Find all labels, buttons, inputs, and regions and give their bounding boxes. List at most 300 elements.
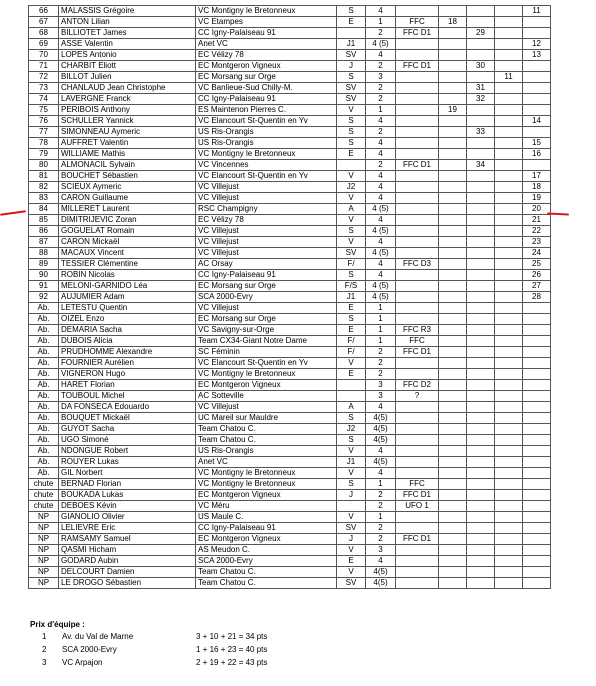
place-points-cell — [523, 160, 551, 171]
rank-cell: Ab. — [29, 413, 59, 424]
division-cell: FFC D2 — [396, 380, 439, 391]
points-col1-cell — [439, 248, 467, 259]
division-cell: UFO 1 — [396, 501, 439, 512]
place-points-cell: 26 — [523, 270, 551, 281]
place-points-cell — [523, 61, 551, 72]
division-cell: ? — [396, 391, 439, 402]
points-col2-cell — [467, 336, 495, 347]
points-col3-cell — [495, 512, 523, 523]
name-cell: AUJUMIER Adam — [59, 292, 196, 303]
points-col2-cell — [467, 413, 495, 424]
place-points-cell — [523, 512, 551, 523]
place-points-cell — [523, 578, 551, 589]
name-cell: SIMONNEAU Aymeric — [59, 127, 196, 138]
place-points-cell — [523, 369, 551, 380]
place-points-cell — [523, 303, 551, 314]
points-col1-cell — [439, 237, 467, 248]
name-cell: GODARD Aubin — [59, 556, 196, 567]
category-cell: S — [337, 435, 366, 446]
points-col1-cell — [439, 160, 467, 171]
name-cell: ANTON Lilian — [59, 17, 196, 28]
club-cell: VC Villejust — [196, 182, 337, 193]
points-col2-cell — [467, 369, 495, 380]
points-col1-cell — [439, 446, 467, 457]
points-col2-cell — [467, 50, 495, 61]
points-col1-cell — [439, 369, 467, 380]
club-cell: Team Chatou C. — [196, 567, 337, 578]
club-cell: VC Montigny le Bretonneux — [196, 6, 337, 17]
club-cell: Team Chatou C. — [196, 578, 337, 589]
club-cell: US Ris-Orangis — [196, 138, 337, 149]
points-col1-cell — [439, 556, 467, 567]
category-cell: S — [337, 226, 366, 237]
points-col1-cell — [439, 204, 467, 215]
name-cell: MALASSIS Grégoire — [59, 6, 196, 17]
team-points: 2 + 19 + 22 = 43 pts — [196, 658, 268, 667]
category-cell: S — [337, 270, 366, 281]
points-col1-cell — [439, 116, 467, 127]
division-cell — [396, 435, 439, 446]
points-col3-cell — [495, 424, 523, 435]
place-points-cell — [523, 28, 551, 39]
division-cell — [396, 457, 439, 468]
points-col1-cell — [439, 171, 467, 182]
points-col2-cell — [467, 215, 495, 226]
laps-cell: 4(5) — [366, 413, 396, 424]
points-col1-cell — [439, 457, 467, 468]
place-points-cell: 15 — [523, 138, 551, 149]
team-place: 3 — [42, 658, 47, 667]
table-row — [29, 215, 551, 226]
table-row — [29, 457, 551, 468]
club-cell: VC Montigny le Bretonneux — [196, 479, 337, 490]
table-row — [29, 50, 551, 61]
name-cell: BOUQUET Mickaël — [59, 413, 196, 424]
laps-cell: 2 — [366, 347, 396, 358]
club-cell: UC Mareil sur Mauldre — [196, 413, 337, 424]
points-col2-cell — [467, 468, 495, 479]
category-cell: S — [337, 6, 366, 17]
club-cell: Team CX34-Giant Notre Dame — [196, 336, 337, 347]
club-cell: US Ris-Orangis — [196, 446, 337, 457]
category-cell: V — [337, 171, 366, 182]
division-cell — [396, 182, 439, 193]
name-cell: DA FONSECA Edouardo — [59, 402, 196, 413]
name-cell: NDONGUE Robert — [59, 446, 196, 457]
points-col3-cell — [495, 501, 523, 512]
points-col2-cell — [467, 237, 495, 248]
division-cell — [396, 424, 439, 435]
category-cell — [337, 501, 366, 512]
place-points-cell — [523, 457, 551, 468]
points-col2-cell — [467, 347, 495, 358]
place-points-cell — [523, 556, 551, 567]
points-col3-cell — [495, 270, 523, 281]
table-row — [29, 479, 551, 490]
category-cell: S — [337, 413, 366, 424]
place-points-cell: 25 — [523, 259, 551, 270]
annotation-mark-left — [0, 210, 26, 216]
club-cell: VC Vincennes — [196, 160, 337, 171]
points-col3-cell — [495, 171, 523, 182]
points-col2-cell — [467, 556, 495, 567]
table-row — [29, 468, 551, 479]
laps-cell: 4 — [366, 215, 396, 226]
points-col3-cell — [495, 413, 523, 424]
laps-cell: 4 (5) — [366, 226, 396, 237]
place-points-cell — [523, 534, 551, 545]
place-points-cell: 11 — [523, 6, 551, 17]
laps-cell: 2 — [366, 358, 396, 369]
rank-cell: 71 — [29, 61, 59, 72]
laps-cell: 1 — [366, 314, 396, 325]
points-col3-cell — [495, 468, 523, 479]
points-col3-cell — [495, 226, 523, 237]
laps-cell: 2 — [366, 28, 396, 39]
name-cell: BOUKADA Lukas — [59, 490, 196, 501]
name-cell: RAMSAMY Samuel — [59, 534, 196, 545]
place-points-cell: 13 — [523, 50, 551, 61]
category-cell: V — [337, 567, 366, 578]
category-cell: J1 — [337, 39, 366, 50]
laps-cell: 4 — [366, 259, 396, 270]
rank-cell: 67 — [29, 17, 59, 28]
division-cell: FFC D3 — [396, 259, 439, 270]
points-col3-cell — [495, 6, 523, 17]
category-cell: S — [337, 314, 366, 325]
table-row — [29, 105, 551, 116]
points-col2-cell: 31 — [467, 83, 495, 94]
points-col2-cell — [467, 490, 495, 501]
points-col3-cell — [495, 446, 523, 457]
place-points-cell — [523, 358, 551, 369]
points-col3-cell — [495, 39, 523, 50]
division-cell — [396, 512, 439, 523]
name-cell: LE DROGO Sébastien — [59, 578, 196, 589]
laps-cell: 4 (5) — [366, 204, 396, 215]
table-row — [29, 149, 551, 160]
rank-cell: 76 — [29, 116, 59, 127]
team-points: 3 + 10 + 21 = 34 pts — [196, 632, 268, 641]
club-cell: VC Méru — [196, 501, 337, 512]
club-cell: CC Igny-Palaiseau 91 — [196, 270, 337, 281]
points-col3-cell — [495, 50, 523, 61]
points-col3-cell — [495, 336, 523, 347]
category-cell — [337, 380, 366, 391]
rank-cell: chute — [29, 490, 59, 501]
club-cell: VC Etampes — [196, 17, 337, 28]
laps-cell: 3 — [366, 72, 396, 83]
rank-cell: 66 — [29, 6, 59, 17]
category-cell: V — [337, 237, 366, 248]
rank-cell: NP — [29, 545, 59, 556]
table-row — [29, 314, 551, 325]
table-row — [29, 545, 551, 556]
points-col2-cell — [467, 6, 495, 17]
points-col1-cell — [439, 314, 467, 325]
points-col1-cell — [439, 545, 467, 556]
rank-cell: 75 — [29, 105, 59, 116]
points-col1-cell — [439, 523, 467, 534]
points-col3-cell — [495, 248, 523, 259]
category-cell: SV — [337, 83, 366, 94]
club-cell: CC Igny-Palaiseau 91 — [196, 28, 337, 39]
name-cell: FOURNIER Aurélien — [59, 358, 196, 369]
club-cell: Team Chatou C. — [196, 435, 337, 446]
rank-cell: Ab. — [29, 435, 59, 446]
place-points-cell: 22 — [523, 226, 551, 237]
division-cell — [396, 237, 439, 248]
category-cell: J2 — [337, 182, 366, 193]
points-col2-cell — [467, 358, 495, 369]
team-prize-title: Prix d'équipe : — [30, 620, 85, 629]
points-col2-cell — [467, 171, 495, 182]
points-col3-cell — [495, 347, 523, 358]
table-row — [29, 248, 551, 259]
points-col2-cell: 33 — [467, 127, 495, 138]
team-place: 2 — [42, 645, 47, 654]
rank-cell: Ab. — [29, 446, 59, 457]
points-col3-cell — [495, 556, 523, 567]
points-col1-cell — [439, 281, 467, 292]
club-cell: VC Montigny le Bretonneux — [196, 369, 337, 380]
category-cell: S — [337, 72, 366, 83]
division-cell: FFC D1 — [396, 160, 439, 171]
points-col1-cell — [439, 336, 467, 347]
division-cell — [396, 303, 439, 314]
laps-cell: 4(5) — [366, 567, 396, 578]
club-cell: VC Elancourt St-Quentin en Yv — [196, 171, 337, 182]
name-cell: CARON Guillaume — [59, 193, 196, 204]
name-cell: LAVERGNE Franck — [59, 94, 196, 105]
division-cell: FFC D1 — [396, 534, 439, 545]
points-col1-cell — [439, 347, 467, 358]
table-row — [29, 523, 551, 534]
table-row — [29, 380, 551, 391]
team-prize-row — [42, 632, 302, 644]
division-cell — [396, 6, 439, 17]
points-col1-cell — [439, 226, 467, 237]
points-col2-cell — [467, 457, 495, 468]
points-col3-cell — [495, 83, 523, 94]
laps-cell: 2 — [366, 501, 396, 512]
table-row — [29, 446, 551, 457]
name-cell: ROUYER Lukas — [59, 457, 196, 468]
table-row — [29, 391, 551, 402]
points-col3-cell — [495, 237, 523, 248]
rank-cell: 86 — [29, 226, 59, 237]
points-col1-cell — [439, 270, 467, 281]
table-row — [29, 556, 551, 567]
club-cell: ES Maintenon Pierres C. — [196, 105, 337, 116]
category-cell: V — [337, 105, 366, 116]
category-cell: A — [337, 402, 366, 413]
points-col3-cell — [495, 358, 523, 369]
place-points-cell — [523, 105, 551, 116]
division-cell — [396, 545, 439, 556]
category-cell: V — [337, 446, 366, 457]
table-row — [29, 402, 551, 413]
category-cell: SV — [337, 578, 366, 589]
place-points-cell — [523, 545, 551, 556]
laps-cell: 4 (5) — [366, 39, 396, 50]
club-cell: VC Villejust — [196, 248, 337, 259]
name-cell: CHARBIT Eliott — [59, 61, 196, 72]
name-cell: WILLIAME Mathis — [59, 149, 196, 160]
division-cell — [396, 127, 439, 138]
division-cell — [396, 314, 439, 325]
name-cell: MELONI-GARNIDO Léa — [59, 281, 196, 292]
points-col3-cell: 11 — [495, 72, 523, 83]
category-cell: S — [337, 479, 366, 490]
category-cell — [337, 391, 366, 402]
points-col2-cell — [467, 270, 495, 281]
points-col2-cell: 29 — [467, 28, 495, 39]
club-cell: VC Villejust — [196, 226, 337, 237]
rank-cell: Ab. — [29, 336, 59, 347]
place-points-cell — [523, 501, 551, 512]
place-points-cell: 18 — [523, 182, 551, 193]
division-cell — [396, 149, 439, 160]
points-col2-cell: 34 — [467, 160, 495, 171]
points-col3-cell — [495, 292, 523, 303]
place-points-cell — [523, 347, 551, 358]
club-cell: EC Vélizy 78 — [196, 50, 337, 61]
place-points-cell — [523, 83, 551, 94]
place-points-cell — [523, 435, 551, 446]
points-col2-cell — [467, 479, 495, 490]
points-col3-cell — [495, 127, 523, 138]
table-row — [29, 512, 551, 523]
laps-cell: 4 (5) — [366, 281, 396, 292]
table-row — [29, 358, 551, 369]
club-cell: EC Morsang sur Orge — [196, 314, 337, 325]
rank-cell: NP — [29, 556, 59, 567]
points-col3-cell — [495, 578, 523, 589]
points-col1-cell — [439, 358, 467, 369]
points-col2-cell — [467, 391, 495, 402]
laps-cell: 4(5) — [366, 435, 396, 446]
rank-cell: Ab. — [29, 303, 59, 314]
points-col2-cell — [467, 149, 495, 160]
points-col1-cell — [439, 534, 467, 545]
division-cell — [396, 83, 439, 94]
points-col2-cell — [467, 226, 495, 237]
points-col1-cell — [439, 578, 467, 589]
table-row — [29, 424, 551, 435]
laps-cell: 4 — [366, 116, 396, 127]
laps-cell: 4 — [366, 270, 396, 281]
club-cell: Anet VC — [196, 457, 337, 468]
club-cell: Team Chatou C. — [196, 424, 337, 435]
points-col3-cell — [495, 138, 523, 149]
category-cell — [337, 28, 366, 39]
points-col3-cell — [495, 259, 523, 270]
club-cell: SC Féminin — [196, 347, 337, 358]
category-cell: J — [337, 61, 366, 72]
category-cell: E — [337, 369, 366, 380]
points-col1-cell — [439, 61, 467, 72]
place-points-cell — [523, 402, 551, 413]
team-prize-row — [42, 658, 302, 670]
division-cell — [396, 72, 439, 83]
category-cell: S — [337, 116, 366, 127]
laps-cell: 4 (5) — [366, 292, 396, 303]
place-points-cell: 19 — [523, 193, 551, 204]
points-col2-cell — [467, 314, 495, 325]
place-points-cell — [523, 391, 551, 402]
category-cell: V — [337, 512, 366, 523]
division-cell — [396, 567, 439, 578]
division-cell: FFC — [396, 336, 439, 347]
rank-cell: Ab. — [29, 468, 59, 479]
points-col2-cell — [467, 303, 495, 314]
rank-cell: Ab. — [29, 424, 59, 435]
place-points-cell — [523, 567, 551, 578]
club-cell: CC Igny-Palaiseau 91 — [196, 523, 337, 534]
points-col1-cell — [439, 94, 467, 105]
points-col2-cell — [467, 17, 495, 28]
place-points-cell — [523, 523, 551, 534]
place-points-cell — [523, 490, 551, 501]
category-cell: E — [337, 303, 366, 314]
place-points-cell: 17 — [523, 171, 551, 182]
points-col2-cell — [467, 325, 495, 336]
division-cell — [396, 94, 439, 105]
club-cell: VC Savigny-sur-Orge — [196, 325, 337, 336]
place-points-cell — [523, 336, 551, 347]
club-cell: AC Sotteville — [196, 391, 337, 402]
name-cell: UGO Simoné — [59, 435, 196, 446]
points-col2-cell — [467, 204, 495, 215]
club-cell: Anet VC — [196, 39, 337, 50]
division-cell — [396, 523, 439, 534]
table-row — [29, 369, 551, 380]
division-cell — [396, 281, 439, 292]
table-row — [29, 39, 551, 50]
table-row — [29, 17, 551, 28]
name-cell: MILLERET Laurent — [59, 204, 196, 215]
club-cell: EC Montgeron Vigneux — [196, 490, 337, 501]
points-col2-cell — [467, 105, 495, 116]
category-cell: E — [337, 556, 366, 567]
laps-cell: 2 — [366, 61, 396, 72]
table-row — [29, 501, 551, 512]
laps-cell: 2 — [366, 160, 396, 171]
name-cell: GOGUELAT Romain — [59, 226, 196, 237]
points-col1-cell — [439, 215, 467, 226]
name-cell: AUFFRET Valentin — [59, 138, 196, 149]
place-points-cell: 27 — [523, 281, 551, 292]
points-col1-cell — [439, 424, 467, 435]
category-cell: S — [337, 138, 366, 149]
points-col2-cell — [467, 39, 495, 50]
laps-cell: 2 — [366, 369, 396, 380]
points-col3-cell — [495, 435, 523, 446]
laps-cell: 2 — [366, 523, 396, 534]
laps-cell: 2 — [366, 534, 396, 545]
team-name: Av. du Val de Marne — [62, 632, 134, 641]
laps-cell: 4 — [366, 138, 396, 149]
name-cell: DIMITRIJEVIC Zoran — [59, 215, 196, 226]
laps-cell: 4 (5) — [366, 248, 396, 259]
category-cell: SV — [337, 248, 366, 259]
division-cell — [396, 193, 439, 204]
laps-cell: 2 — [366, 83, 396, 94]
points-col3-cell — [495, 457, 523, 468]
points-col1-cell — [439, 325, 467, 336]
category-cell: J2 — [337, 424, 366, 435]
